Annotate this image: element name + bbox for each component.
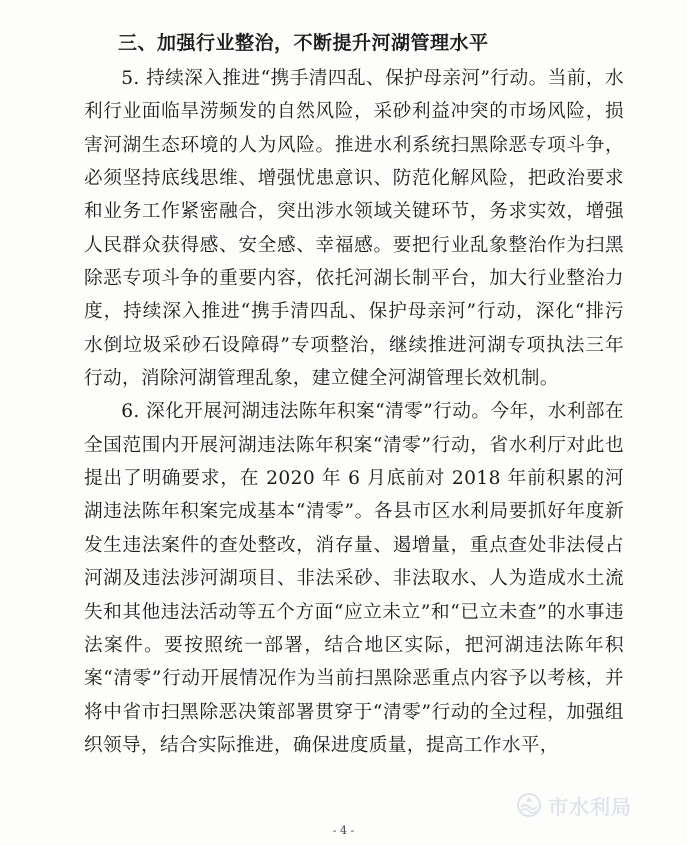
watermark-text: 市水利局 — [548, 794, 632, 819]
paragraph-6: 6. 深化开展河湖违法陈年积案“清零”行动。今年，水利部在全国范围内开展河湖违法陈年积案“清零”行动，省水利厅对此也提出了明确要求，在 2020 年 6 月底前对 2018 年前积累的河湖违法陈年积案完成基本“清零”。各县市区水利局要抓好年度新发生违法案件的查处整改，消存量、遏增量，重点查处非法侵占河湖及违法涉河湖项目、非法采砂、非法取水、人为造成水土流失和其他违法活动等五个方面“应立未立”和“已立未查”的水事违法案件。要按照统一部署，结合地区实际，把河湖违法陈年积案“清零”行动开展情况作为当前扫黑除恶重点内容予以考核，并将中省市扫黑除恶决策部署贯穿于“清零”行动的全过程，加强组织领导，结合实际推进，确保进度质量，提高工作水平， — [84, 401, 624, 756]
watermark — [516, 788, 676, 822]
page-number: - 4 - — [332, 824, 355, 837]
paragraph-5: 5. 持续深入推进“携手清四乱、保护母亲河”行动。当前，水利行业面临旱涝频发的自然风险，采砂利益冲突的市场风险，损害河湖生态环境的人为风险。推进水利系统扫黑除恶专项斗争，必须坚持底线思维、增强忧患意识、防范化解风险，把政治要求和业务工作紧密融合，突出涉水领域关键环节，务求实效，增强人民群众获得感、安全感、幸福感。要把行业乱象整治作为扫黑除恶专项斗争的重要内容，依托河湖长制平台，加大行业整治力度，持续深入推进“携手清四乱、保护母亲河”行动，深化“排污水倒垃圾采砂石设障碍”专项整治，继续推进河湖专项执法三年行动，消除河湖管理乱象，建立健全河湖管理长效机制。 — [84, 68, 624, 390]
document-body — [84, 62, 624, 762]
section-heading: 三、加强行业整治，不断提升河湖管理水平 — [118, 32, 489, 54]
water-bureau-logo-icon — [516, 792, 542, 818]
